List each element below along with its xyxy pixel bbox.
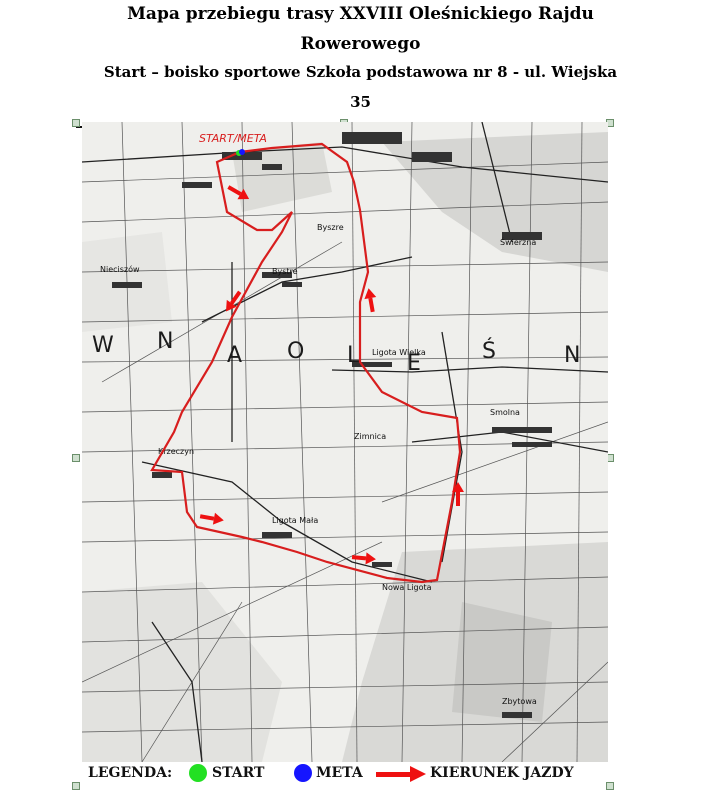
district-letter: Ś [482, 339, 496, 364]
legend [88, 762, 688, 786]
place-label-ligota-mala: Ligota Mała [272, 516, 319, 525]
place-label-nieciszow: Nieciszów [100, 265, 140, 274]
place-label-bystre: Bystre [272, 267, 298, 276]
map-subtitle-line2: 35 [350, 93, 371, 111]
place-label-zimnica: Zimnica [354, 432, 387, 441]
legend-direction-label: KIERUNEK JAZDY [430, 765, 574, 781]
map-subtitle-line1: Start – boisko sportowe Szkoła podstawowa nr 8 - ul. Wiejska [103, 63, 618, 81]
district-letter: W [92, 333, 114, 358]
place-label-byszre: Byszre [317, 223, 344, 232]
map-title-line2: Rowerowego [300, 34, 421, 54]
route-map-svg [82, 122, 608, 762]
legend-arrow-icon [376, 766, 426, 782]
resize-handle-top-left[interactable] [72, 119, 80, 127]
legend-arrow-head [410, 766, 426, 782]
place-label-zbytowa: Zbytowa [502, 697, 537, 706]
legend-meta-label: META [316, 765, 363, 781]
district-letter: L [347, 343, 360, 368]
district-letter: N [157, 329, 174, 354]
legend-start-dot [189, 764, 207, 782]
district-letter: N [564, 343, 581, 368]
map-title-line1: Mapa przebiegu trasy XXVIII Oleśnickiego Rajdu [127, 4, 594, 24]
place-label-krzeczyn: Krzeczyn [158, 447, 195, 456]
resize-handle-left[interactable] [72, 454, 80, 462]
district-letter: O [287, 339, 305, 364]
legend-arrow-shaft [376, 772, 412, 777]
start-meta-label: START/META [199, 132, 267, 145]
place-label-ligota-wielka: Ligota Wielka [372, 348, 426, 357]
legend-meta-dot [294, 764, 312, 782]
district-letter: E [407, 351, 421, 376]
legend-start-label: START [212, 765, 265, 781]
meta-point [239, 149, 245, 155]
district-letter: A [227, 343, 243, 368]
place-label-nowa-ligota: Nowa Ligota [382, 583, 432, 592]
place-label-smolna: Smolna [490, 408, 520, 417]
place-label-sworzna: Świerzna [500, 238, 537, 247]
legend-title: LEGENDA: [88, 765, 173, 781]
route-map[interactable] [82, 122, 608, 762]
